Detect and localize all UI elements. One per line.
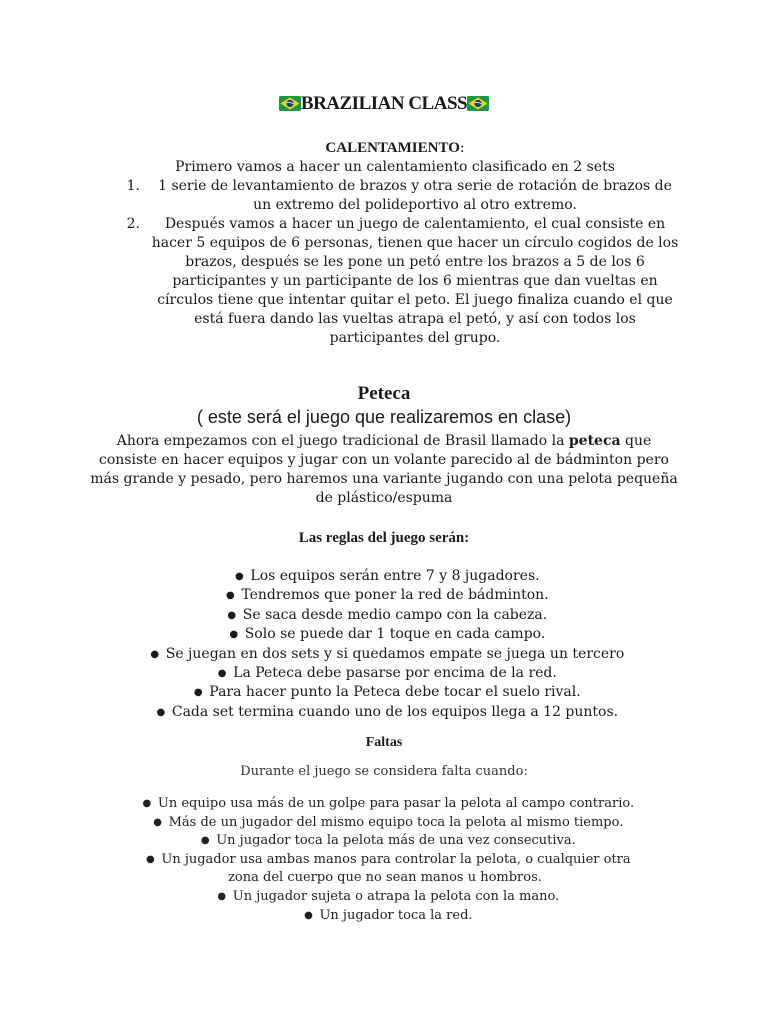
list-text: Un equipo usa más de un golpe para pasar la pelota al campo contrario. [157,796,635,811]
rules-list [0,567,768,722]
bullet-icon: ● [229,629,239,641]
warmup-heading-suffix: : [459,140,465,156]
bullet-icon: ● [145,853,155,865]
warmup-heading-text: CALENTAMIENTO [325,140,460,156]
bullet-icon: ● [304,909,313,921]
peteca-title: Peteca [357,383,411,404]
bullet-icon: ● [217,890,227,902]
list-text: Para hacer punto la Peteca debe tocar el suelo rival. [209,684,581,701]
list-item [0,703,768,722]
list-item [0,567,768,586]
faltas-list [130,795,640,925]
list-item [130,851,640,888]
bullet-icon: ● [142,798,152,809]
list-text: Solo se puede dar 1 toque en cada campo. [244,626,546,643]
list-number: 2. [126,216,140,232]
page-title [0,93,768,115]
faltas-intro: Durante el juego se considera falta cuando: [240,764,528,779]
bullet-icon: ● [150,648,160,660]
bullet-icon: ● [200,835,210,847]
list-item [0,606,768,625]
list-text: Tendremos que poner la red de bádminton. [241,587,549,604]
list-number: 1. [126,178,140,194]
list-item [130,888,640,907]
list-text: La Peteca debe pasarse por encima de la red. [233,665,557,682]
list-text: Más de un jugador del mismo equipo toca la pelota al mismo tiempo. [168,814,624,830]
list-item [0,625,768,644]
bullet-icon: ● [193,687,203,699]
rules-heading: Las reglas del juego serán: [298,530,470,546]
bullet-icon: ● [227,609,237,621]
warmup-heading [110,137,680,158]
list-item [0,664,768,683]
faltas-heading: Faltas [365,735,403,750]
bullet-icon: ● [235,571,244,582]
brazil-flag-icon [279,96,301,111]
list-item [130,907,640,926]
list-text: 1 serie de levantamiento de brazos y otra serie de rotación de brazos de un extremo del polideportivo al otro extremo. [158,178,672,213]
desc-part: Ahora empezamos con el juego tradicional de Brasil llamado la [116,433,569,449]
list-text: Un jugador sujeta o atrapa la pelota con la mano. [232,888,560,904]
list-text: Los equipos serán entre 7 y 8 jugadores. [250,568,540,584]
list-text: Un jugador toca la red. [319,907,473,923]
list-text: Un jugador toca la pelota más de una vez consecutiva. [216,833,576,849]
desc-bold: peteca [568,433,621,449]
bullet-icon: ● [156,706,166,718]
list-text: Un jugador usa ambas manos para controlar la pelota, o cualquier otra zona del cuerpo que no sean manos u hombros. [161,851,631,886]
warmup-section [110,137,680,348]
list-item [0,586,768,605]
list-item [130,814,640,833]
list-item [130,795,640,814]
peteca-description [88,432,680,508]
list-item [0,645,768,664]
list-text: Cada set termina cuando uno de los equipos llega a 12 puntos. [171,703,619,720]
list-item [0,683,768,702]
list-item [110,215,680,348]
title-text: BRAZILIAN CLASS [300,93,468,114]
bullet-icon: ● [225,590,235,602]
warmup-intro: Primero vamos a hacer un calentamiento clasificado en 2 sets [175,159,615,175]
bullet-icon: ● [217,668,227,680]
desc-part: que consiste en hacer equipos y jugar con un volante parecido al de bádminton pero más grande y pesado, pero haremos una variante jugando con una pelota pequeña de plástico/espuma [90,433,678,506]
peteca-subtitle: ( este será el juego que realizaremos en clase) [196,407,572,427]
list-text: Después vamos a hacer un juego de calentamiento, el cual consiste en hacer 5 equipos de 6 personas, tienen que hacer un círculo cogidos de los brazos, después se les pone un petó entre los brazos a 5 de los 6 participantes y un participante de los 6 mientras que dan vueltas en círculos tiene que intentar quitar el peto. El juego finaliza cuando el que está fuera dando las vueltas atrapa el petó, y así con todos los participantes del grupo. [151,216,679,346]
list-text: Se juegan en dos sets y si quedamos empate se juega un tercero [165,645,625,662]
list-text: Se saca desde medio campo con la cabeza. [242,606,548,623]
bullet-icon: ● [153,816,162,828]
list-item [110,177,680,215]
brazil-flag-icon [467,96,489,111]
list-item [130,832,640,851]
